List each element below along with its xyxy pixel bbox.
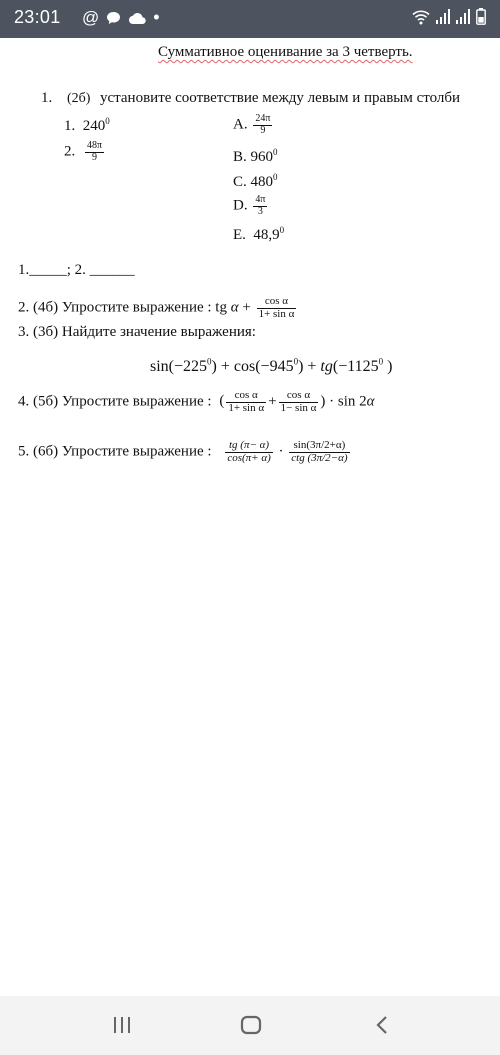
q5-text: 5. (6б) Упростите выражение : bbox=[18, 443, 212, 460]
numerator: cos α bbox=[226, 390, 266, 403]
q1-right-b bbox=[233, 149, 278, 166]
q1-right-e bbox=[233, 227, 284, 244]
signal-icon bbox=[436, 9, 450, 24]
numerator: sin(3π/2+α) bbox=[289, 440, 349, 453]
q1-right-b-value: 960 bbox=[250, 149, 274, 165]
document-view[interactable] bbox=[0, 38, 500, 996]
degree-mark: 0 bbox=[293, 356, 299, 367]
home-button[interactable] bbox=[237, 1013, 265, 1037]
denominator: ctg (3π/2−α) bbox=[291, 451, 348, 464]
degree-mark: 0 bbox=[273, 147, 278, 157]
navigation-bar bbox=[0, 996, 500, 1055]
chat-icon bbox=[106, 11, 121, 25]
q1-right-b-label: B. bbox=[233, 149, 247, 165]
dot-operator: · bbox=[278, 443, 284, 460]
wifi-icon bbox=[412, 9, 430, 25]
q1-left-1-value: 240 bbox=[82, 118, 106, 134]
numerator: 48π bbox=[87, 140, 103, 151]
notification-icons bbox=[82, 7, 160, 28]
q1-right-c-value: 480 bbox=[250, 174, 274, 190]
numerator: 24π bbox=[255, 113, 271, 124]
status-time: 23:01 bbox=[14, 7, 61, 27]
denominator: 9 bbox=[260, 124, 266, 136]
q4-text: 4. (5б) Упростите выражение : bbox=[18, 393, 212, 410]
expr-part: ) + cos(−945 bbox=[211, 358, 294, 375]
battery-icon bbox=[476, 8, 486, 25]
denominator: 9 bbox=[92, 151, 98, 163]
q2-line bbox=[18, 296, 298, 320]
status-bar bbox=[0, 0, 500, 38]
denominator: 3 bbox=[257, 205, 263, 217]
q2-text: 2. (4б) Упростите выражение : tg bbox=[18, 299, 227, 316]
q1-text: установите соответствие между левым и правым столби bbox=[100, 90, 461, 106]
q5-line bbox=[18, 440, 352, 464]
close-paren: ) bbox=[320, 393, 326, 410]
q1-right-a-fraction bbox=[253, 114, 272, 136]
q1-left-1 bbox=[64, 118, 110, 135]
cloud-icon bbox=[128, 12, 146, 24]
back-icon bbox=[375, 1015, 389, 1035]
q1-right-c-label: C. bbox=[233, 174, 247, 190]
home-icon bbox=[240, 1015, 262, 1035]
numerator: cos α bbox=[279, 390, 319, 403]
degree-mark: 0 bbox=[207, 356, 212, 367]
recents-button[interactable] bbox=[108, 1013, 136, 1037]
q1-right-d-fraction bbox=[253, 195, 267, 217]
denominator: 1+ sin α bbox=[258, 307, 295, 320]
q4-tail: · sin 2 bbox=[329, 393, 367, 410]
q1-left-2-label: 2. bbox=[64, 143, 76, 160]
q5-fraction-1 bbox=[225, 440, 272, 464]
plus-sign: + bbox=[268, 393, 277, 410]
q1-right-e-value: 48,9 bbox=[253, 227, 280, 243]
alpha-symbol: α bbox=[366, 393, 375, 410]
q1-answer-line: 1._____; 2. ______ bbox=[18, 262, 135, 278]
q1-right-a bbox=[233, 114, 274, 136]
q1-right-e-label: E. bbox=[233, 227, 246, 243]
q1-right-d bbox=[233, 195, 269, 217]
q1-left-2 bbox=[64, 141, 106, 163]
denominator: 1+ sin α bbox=[228, 401, 265, 414]
q1-left-2-fraction bbox=[85, 141, 104, 163]
back-button[interactable] bbox=[368, 1013, 396, 1037]
expr-part: tg bbox=[320, 358, 333, 375]
q3-expression bbox=[150, 358, 392, 376]
expr-part: ) bbox=[383, 358, 393, 375]
plus-sign: + bbox=[242, 299, 251, 316]
open-paren: ( bbox=[219, 393, 225, 410]
q3-text: 3. (3б) Найдите значение выражения: bbox=[18, 324, 256, 340]
at-icon: @ bbox=[82, 7, 100, 27]
degree-mark: 0 bbox=[273, 172, 278, 182]
denominator: cos(π+ α) bbox=[227, 451, 271, 464]
system-icons bbox=[412, 8, 486, 25]
degree-mark: 0 bbox=[279, 225, 285, 235]
expr-part: sin(−225 bbox=[150, 358, 208, 375]
q2-fraction bbox=[257, 296, 297, 320]
q4-line bbox=[18, 390, 375, 414]
q4-fraction-1 bbox=[226, 390, 266, 414]
expr-part: (−1125 bbox=[332, 358, 379, 375]
q1-right-c bbox=[233, 174, 278, 191]
q1-right-a-label: A. bbox=[233, 116, 248, 133]
doc-title: Суммативное оценивание за 3 четверть. bbox=[158, 44, 413, 60]
numerator: tg (π− α) bbox=[225, 440, 272, 453]
degree-mark: 0 bbox=[378, 356, 384, 367]
signal2-icon bbox=[456, 9, 470, 24]
numerator: cos α bbox=[257, 296, 297, 309]
q1-right-d-label: D. bbox=[233, 197, 248, 214]
degree-mark: 0 bbox=[105, 116, 110, 126]
numerator: 4π bbox=[255, 194, 266, 205]
q4-fraction-2 bbox=[279, 390, 319, 414]
denominator: 1− sin α bbox=[280, 401, 317, 414]
recents-icon bbox=[112, 1016, 132, 1034]
q1-points: (2б) bbox=[67, 91, 91, 106]
dot-icon: • bbox=[153, 7, 160, 27]
alpha-symbol: α bbox=[230, 299, 239, 316]
q5-fraction-2 bbox=[289, 440, 349, 464]
q1-number: 1. bbox=[41, 90, 53, 106]
q1-left-1-label: 1. bbox=[64, 118, 76, 134]
expr-part: ) + bbox=[298, 358, 321, 375]
